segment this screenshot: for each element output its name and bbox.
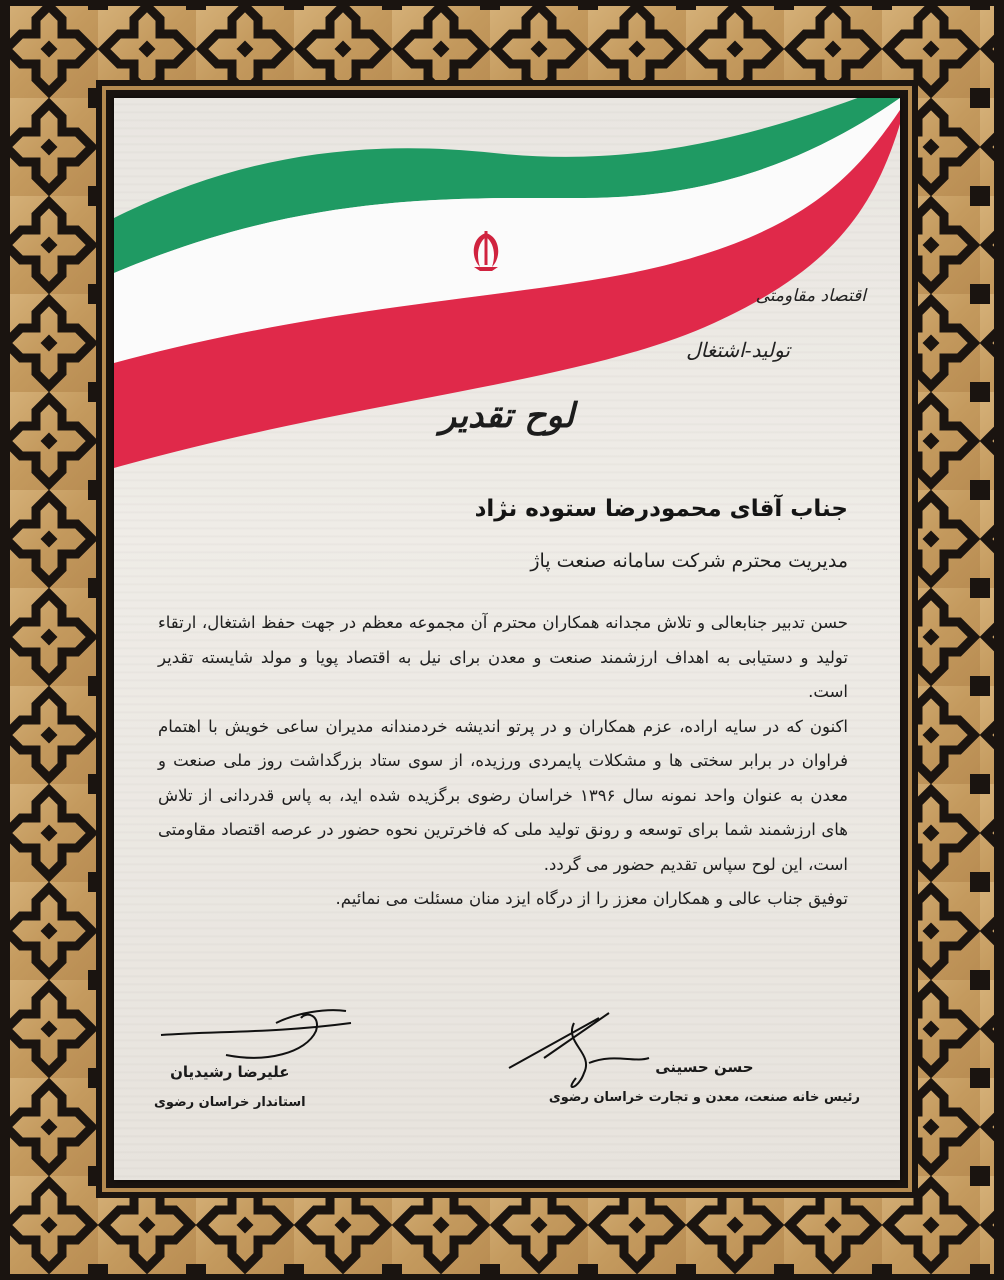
recipient-position: مدیریت محترم شرکت سامانه صنعت پاژ xyxy=(530,550,848,572)
certificate-body xyxy=(158,606,848,917)
signatory-right-title: رئیس خانه صنعت، معدن و تجارت خراسان رضوی xyxy=(548,1090,860,1105)
motto-line-1: اقتصاد مقاومتی xyxy=(755,286,866,306)
signatory-right-name: حسن حسینی xyxy=(655,1058,754,1076)
certificate-plaque xyxy=(114,98,900,1180)
certificate-title: لوح تقدیر xyxy=(439,396,575,436)
signatory-left xyxy=(154,1063,306,1110)
body-paragraph: توفیق جناب عالی و همکاران معزز را از درگاه ایزد منان مسئلت می نمائیم. xyxy=(335,889,848,908)
body-paragraph: حسن تدبیر جنابعالی و تلاش مجدانه همکاران محترم آن مجموعه معظم در جهت حفظ اشتغال، ارتقاء تولید و دستیابی به اهداف ارزشمند صنعت و معدن برای نیل به اقتصاد پویا و مولد شایسته تقدیر است. xyxy=(158,613,848,701)
signatory-right xyxy=(549,1058,860,1105)
signatory-left-title: استاندار خراسان رضوی xyxy=(154,1095,306,1110)
recipient-name: جناب آقای محمودرضا ستوده نژاد xyxy=(474,496,848,522)
signature-left xyxy=(156,993,386,1073)
body-paragraph: اکنون که در سایه اراده، عزم همکاران و در پرتو اندیشه خردمندانه مدیران ساعی خویش با اهتمام فراوان در برابر سختی ها و مشکلات پایمردی ورزیده، از سوی ستاد بزرگداشت روز ملی صنعت و معدن به عنوان واحد نمونه سال ۱۳۹۶ خراسان رضوی برگزیده شده اید، به پاس قدردانی از تلاش های ارزشمند شما برای توسعه و رونق تولید ملی که فاخرترین نحوه حضور در عرصه اقتصاد مقاومتی است، این لوح سپاس تقدیم حضور می گردد. xyxy=(158,716,848,874)
signatory-left-name: علیرضا رشیدیان xyxy=(170,1063,290,1081)
motto-line-2: تولید-اشتغال xyxy=(686,338,790,362)
